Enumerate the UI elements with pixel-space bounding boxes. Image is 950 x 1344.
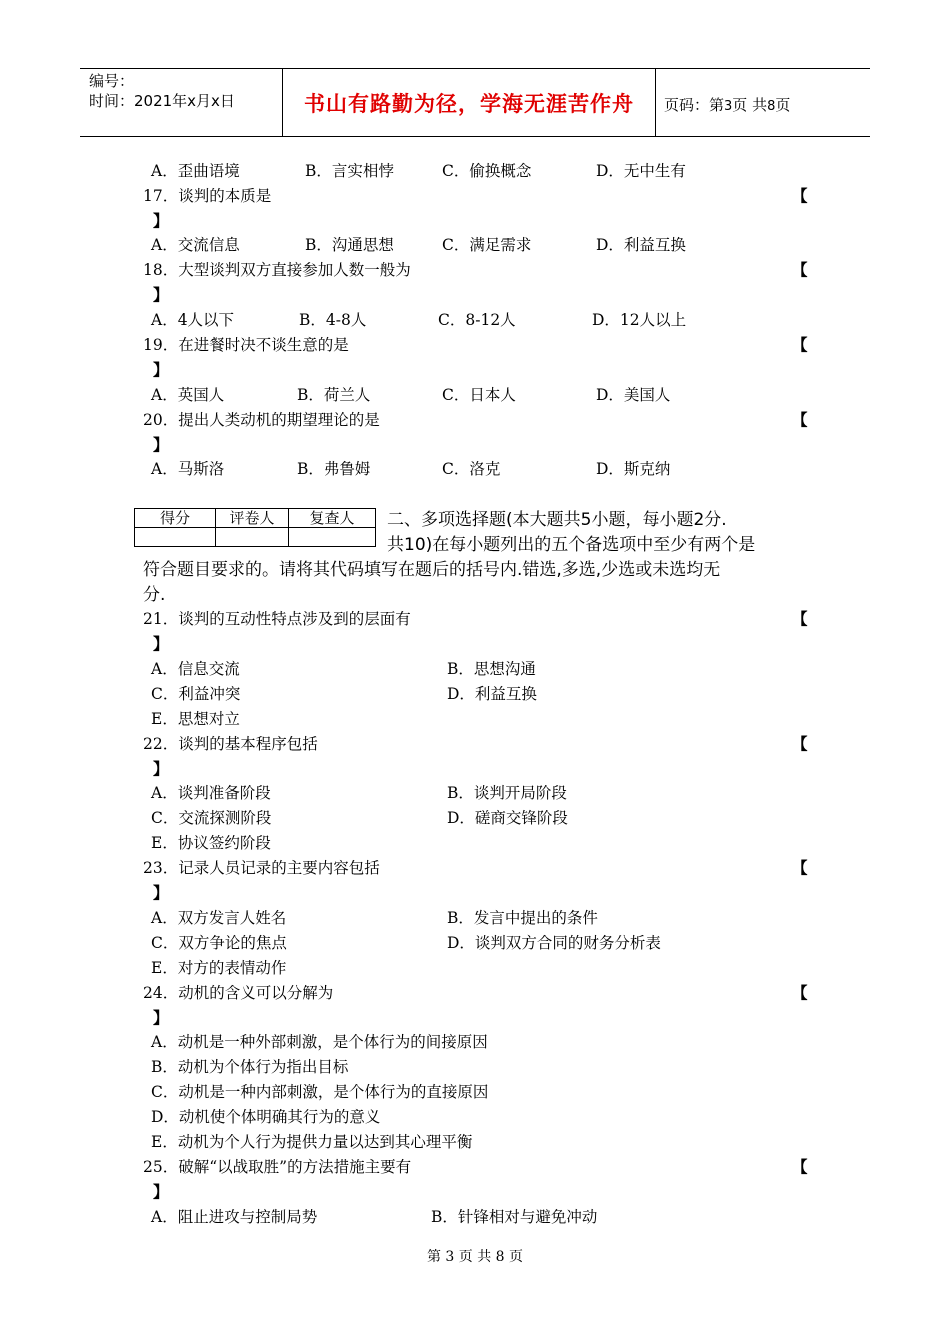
answer-bracket-open: 【 <box>792 260 808 279</box>
option: B．言实相悖 <box>305 162 394 180</box>
option: D．斯克纳 <box>596 460 671 478</box>
question-stem: 24．动机的含义可以分解为 <box>143 984 334 1002</box>
option: C．利益冲突 <box>151 685 241 703</box>
answer-bracket-close: 】 <box>153 634 169 653</box>
option: C．日本人 <box>442 386 516 404</box>
option: D．利益互换 <box>447 685 537 703</box>
question-stem: 23．记录人员记录的主要内容包括 <box>143 859 380 877</box>
option: B．荷兰人 <box>297 386 371 404</box>
page-header <box>80 68 870 137</box>
header-meta <box>89 71 235 111</box>
question-stem: 21．谈判的互动性特点涉及到的层面有 <box>143 610 411 628</box>
option: D．利益互换 <box>596 236 686 254</box>
answer-bracket-open: 【 <box>792 410 808 429</box>
option: C．动机是一种内部刺激，是个体行为的直接原因 <box>151 1083 489 1101</box>
option: A．4人以下 <box>151 311 235 329</box>
page-footer: 第 3 页 共 8 页 <box>426 1249 524 1265</box>
question-stem: 17．谈判的本质是 <box>143 187 272 205</box>
option: A．双方发言人姓名 <box>151 909 287 927</box>
section-instructions: 分. <box>143 585 166 605</box>
date-label: 时间：2021年x月x日 <box>89 92 235 110</box>
page-total: 8 <box>767 99 776 114</box>
option: D．无中生有 <box>596 162 686 180</box>
option: E．动机为个人行为提供力量以达到其心理平衡 <box>151 1133 473 1151</box>
option: B．弗鲁姆 <box>297 460 371 478</box>
option: D．美国人 <box>596 386 671 404</box>
option: A．英国人 <box>151 386 225 404</box>
option: A．歪曲语境 <box>151 162 240 180</box>
answer-bracket-open: 【 <box>792 983 808 1002</box>
option: C．交流探测阶段 <box>151 809 272 827</box>
option: B．谈判开局阶段 <box>447 784 567 802</box>
option: D．动机使个体明确其行为的意义 <box>151 1108 381 1126</box>
option: D．磋商交锋阶段 <box>447 809 568 827</box>
option: E．协议签约阶段 <box>151 834 271 852</box>
option: C．偷换概念 <box>442 162 532 180</box>
option: B．针锋相对与避免冲动 <box>431 1208 598 1226</box>
option: A．谈判准备阶段 <box>151 784 271 802</box>
answer-bracket-open: 【 <box>792 335 808 354</box>
option: A．马斯洛 <box>151 460 225 478</box>
answer-bracket-open: 【 <box>792 186 808 205</box>
option: B．思想沟通 <box>447 660 536 678</box>
question-stem: 18．大型谈判双方直接参加人数一般为 <box>143 261 411 279</box>
question-stem: 22．谈判的基本程序包括 <box>143 735 318 753</box>
option: A．信息交流 <box>151 660 240 678</box>
option: B．4-8人 <box>299 311 367 329</box>
option: A．交流信息 <box>151 236 240 254</box>
answer-bracket-close: 】 <box>153 360 169 379</box>
answer-bracket-open: 【 <box>792 858 808 877</box>
option: A．阻止进攻与控制局势 <box>151 1208 318 1226</box>
option: E．对方的表情动作 <box>151 959 287 977</box>
question-stem: 19．在进餐时决不谈生意的是 <box>143 336 349 354</box>
option: C．双方争论的焦点 <box>151 934 287 952</box>
page-number: 3 <box>724 99 733 114</box>
code-label: 编号： <box>89 72 135 90</box>
answer-bracket-close: 】 <box>153 435 169 454</box>
header-motto: 书山有路勤为径，学海无涯苦作舟 <box>304 91 634 116</box>
option: B．发言中提出的条件 <box>447 909 598 927</box>
score-cell <box>135 528 216 547</box>
option: A．动机是一种外部刺激，是个体行为的间接原因 <box>151 1033 488 1051</box>
answer-bracket-close: 】 <box>153 285 169 304</box>
reviewer-header: 复查人 <box>289 509 376 528</box>
option: B．动机为个体行为指出目标 <box>151 1058 349 1076</box>
reviewer-cell <box>289 528 376 547</box>
option: D．12人以上 <box>592 311 687 329</box>
section-instructions: 符合题目要求的。请将其代码填写在题后的括号内.错选,多选,少选或未选均无 <box>143 560 721 580</box>
question-stem: 20．提出人类动机的期望理论的是 <box>143 411 380 429</box>
answer-bracket-close: 】 <box>153 759 169 778</box>
option: B．沟通思想 <box>305 236 394 254</box>
answer-bracket-open: 【 <box>792 1157 808 1176</box>
answer-bracket-close: 】 <box>153 883 169 902</box>
score-table <box>134 508 376 547</box>
option: D．谈判双方合同的财务分析表 <box>447 934 661 952</box>
answer-bracket-open: 【 <box>792 609 808 628</box>
header-divider <box>655 69 656 136</box>
option: C．8-12人 <box>438 311 516 329</box>
section-heading: 二、多项选择题(本大题共5小题，每小题2分. <box>387 510 727 530</box>
section-instructions: 共10)在每小题列出的五个备选项中至少有两个是 <box>387 535 756 555</box>
score-header: 得分 <box>135 509 216 528</box>
header-page-info: 页码：第3页 共8页 <box>664 96 791 114</box>
answer-bracket-close: 】 <box>153 211 169 230</box>
answer-bracket-close: 】 <box>153 1008 169 1027</box>
question-stem: 25．破解“以战取胜”的方法措施主要有 <box>143 1158 412 1176</box>
grader-cell <box>216 528 289 547</box>
option: C．满足需求 <box>442 236 532 254</box>
answer-bracket-open: 【 <box>792 734 808 753</box>
option: C．洛克 <box>442 460 501 478</box>
option: E．思想对立 <box>151 710 240 728</box>
grader-header: 评卷人 <box>216 509 289 528</box>
answer-bracket-close: 】 <box>153 1182 169 1201</box>
